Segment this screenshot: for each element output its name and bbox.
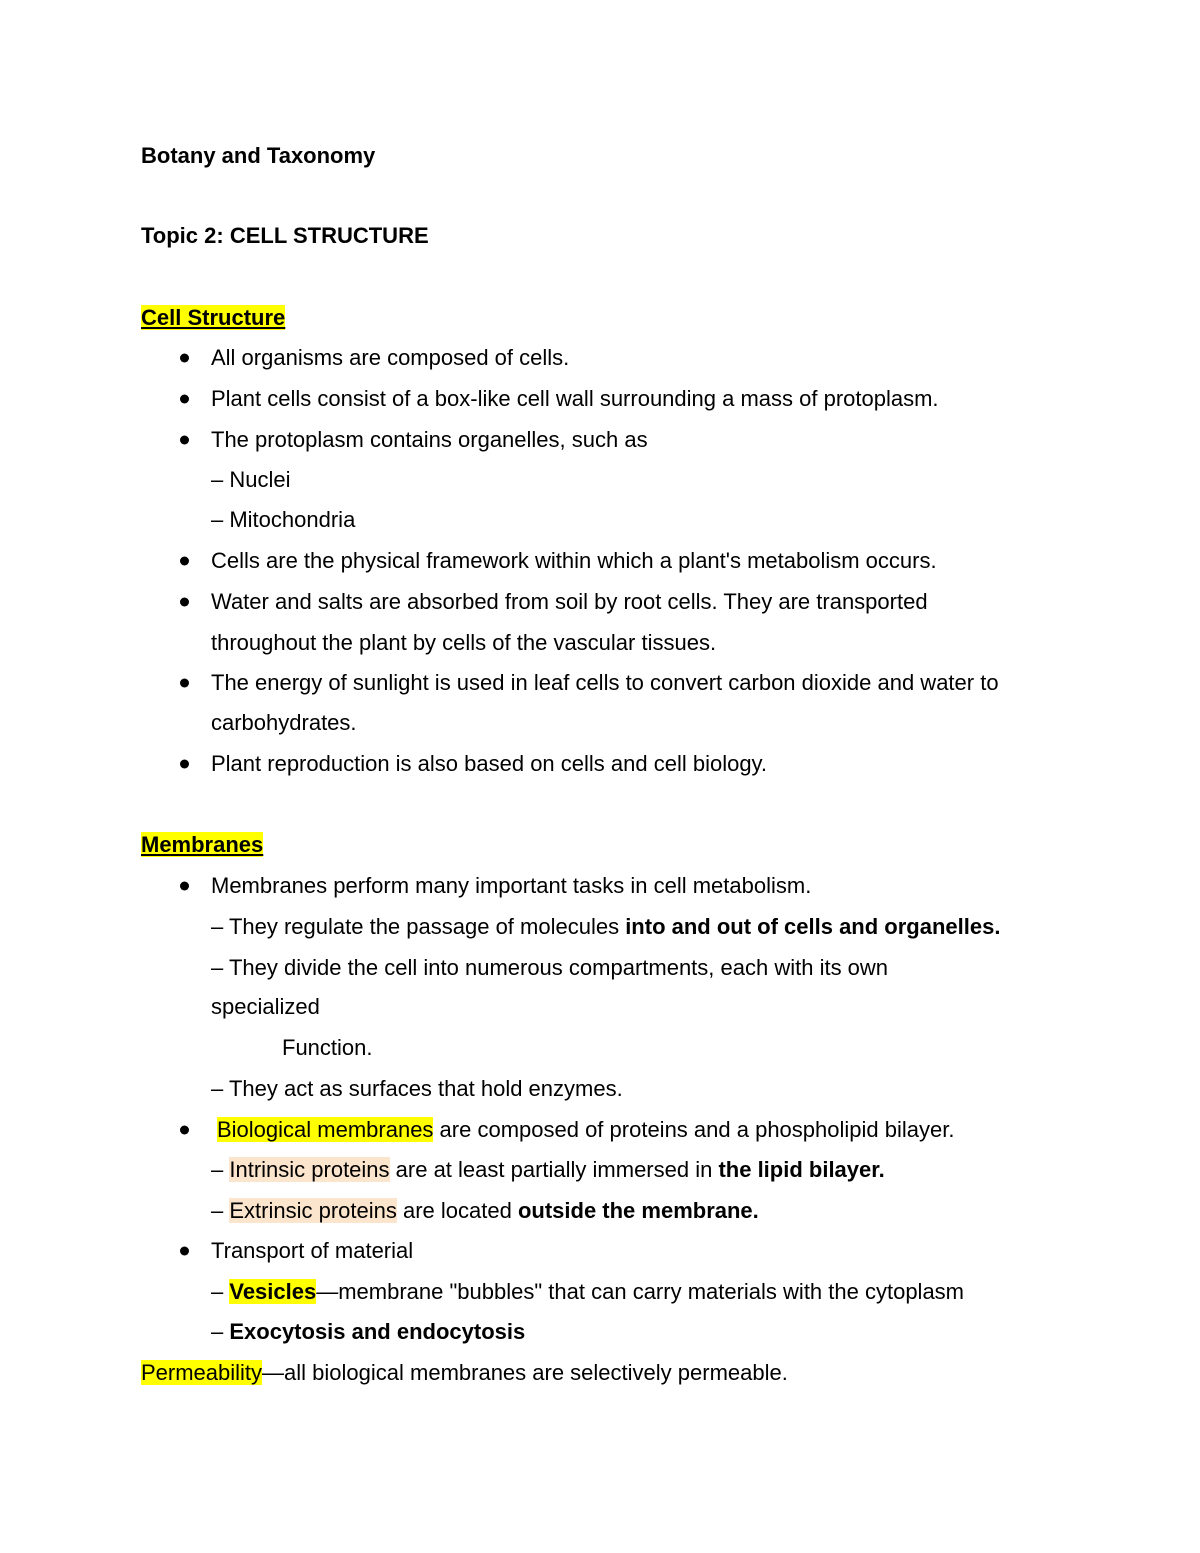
sub-item-regulate xyxy=(211,912,1000,942)
highlight-permeability: Permeability xyxy=(141,1360,263,1385)
sub-item-exocytosis xyxy=(211,1317,525,1347)
list-item: Plant cells consist of a box-like cell wall surrounding a mass of protoplasm. xyxy=(211,386,939,411)
bullet-icon xyxy=(180,882,189,891)
sub-item-intrinsic xyxy=(211,1155,885,1185)
topic-heading: Topic 2: CELL STRUCTURE xyxy=(141,223,429,248)
bullet-icon xyxy=(180,598,189,607)
membranes-heading-text: Membranes xyxy=(141,832,264,857)
document-title: Botany and Taxonomy xyxy=(141,143,376,168)
dash: – xyxy=(211,1157,230,1182)
list-item: Plant reproduction is also based on cells and cell biology. xyxy=(211,751,768,776)
highlight-intrinsic-proteins: Intrinsic proteins xyxy=(229,1157,390,1182)
sub-item-bold: outside the membrane. xyxy=(517,1198,759,1223)
sub-item-extrinsic xyxy=(211,1196,759,1226)
bullet-icon xyxy=(180,436,189,445)
sub-item-mitochondria: – Mitochondria xyxy=(211,507,356,532)
sub-item-bold: Exocytosis and endocytosis xyxy=(229,1319,526,1344)
sub-item-enzymes: – They act as surfaces that hold enzymes. xyxy=(211,1076,623,1101)
list-item: The energy of sunlight is used in leaf cells to convert carbon dioxide and water to xyxy=(211,670,999,695)
permeability-line xyxy=(141,1358,788,1388)
sub-item-divide: – They divide the cell into numerous compartments, each with its own xyxy=(211,955,889,980)
list-item: Transport of material xyxy=(211,1238,414,1263)
sub-item-vesicles xyxy=(211,1277,964,1307)
dash: – xyxy=(211,1279,230,1304)
dash: – xyxy=(211,1198,230,1223)
bullet-icon xyxy=(180,1126,189,1135)
bullet-icon xyxy=(180,557,189,566)
list-item xyxy=(217,1115,954,1145)
list-item: Water and salts are absorbed from soil by root cells. They are transported xyxy=(211,589,928,614)
sub-item-text: – They regulate the passage of molecules xyxy=(211,914,626,939)
bullet-icon xyxy=(180,354,189,363)
list-item: Cells are the physical framework within which a plant's metabolism occurs. xyxy=(211,548,937,573)
dash: – xyxy=(211,1319,230,1344)
section-heading-membranes xyxy=(141,830,263,860)
bullet-icon xyxy=(180,679,189,688)
highlight-extrinsic-proteins: Extrinsic proteins xyxy=(229,1198,397,1223)
sub-item-text: are at least partially immersed in xyxy=(389,1157,719,1182)
sub-item-continuation: Function. xyxy=(282,1035,373,1060)
sub-item-text: —membrane "bubbles" that can carry materials with the cytoplasm xyxy=(316,1279,965,1304)
list-item: All organisms are composed of cells. xyxy=(211,345,570,370)
permeability-text: —all biological membranes are selectively permeable. xyxy=(262,1360,788,1385)
sub-item-text: are located xyxy=(396,1198,518,1223)
sub-item-continuation: specialized xyxy=(211,994,320,1019)
list-item-text: are composed of proteins and a phospholipid bilayer. xyxy=(433,1117,955,1142)
list-item-continuation: throughout the plant by cells of the vascular tissues. xyxy=(211,630,717,655)
section-heading-cell-structure xyxy=(141,303,285,333)
highlight-biological-membranes: Biological membranes xyxy=(217,1117,434,1142)
list-item-continuation: carbohydrates. xyxy=(211,710,357,735)
list-item: Membranes perform many important tasks in cell metabolism. xyxy=(211,873,812,898)
sub-item-bold: the lipid bilayer. xyxy=(718,1157,885,1182)
cell-structure-heading-text: Cell Structure xyxy=(141,305,286,330)
list-item: The protoplasm contains organelles, such as xyxy=(211,427,648,452)
highlight-vesicles: Vesicles xyxy=(229,1279,317,1304)
sub-item-bold: into and out of cells and organelles. xyxy=(625,914,1001,939)
bullet-icon xyxy=(180,395,189,404)
bullet-icon xyxy=(180,760,189,769)
bullet-icon xyxy=(180,1247,189,1256)
sub-item-nuclei: – Nuclei xyxy=(211,467,291,492)
